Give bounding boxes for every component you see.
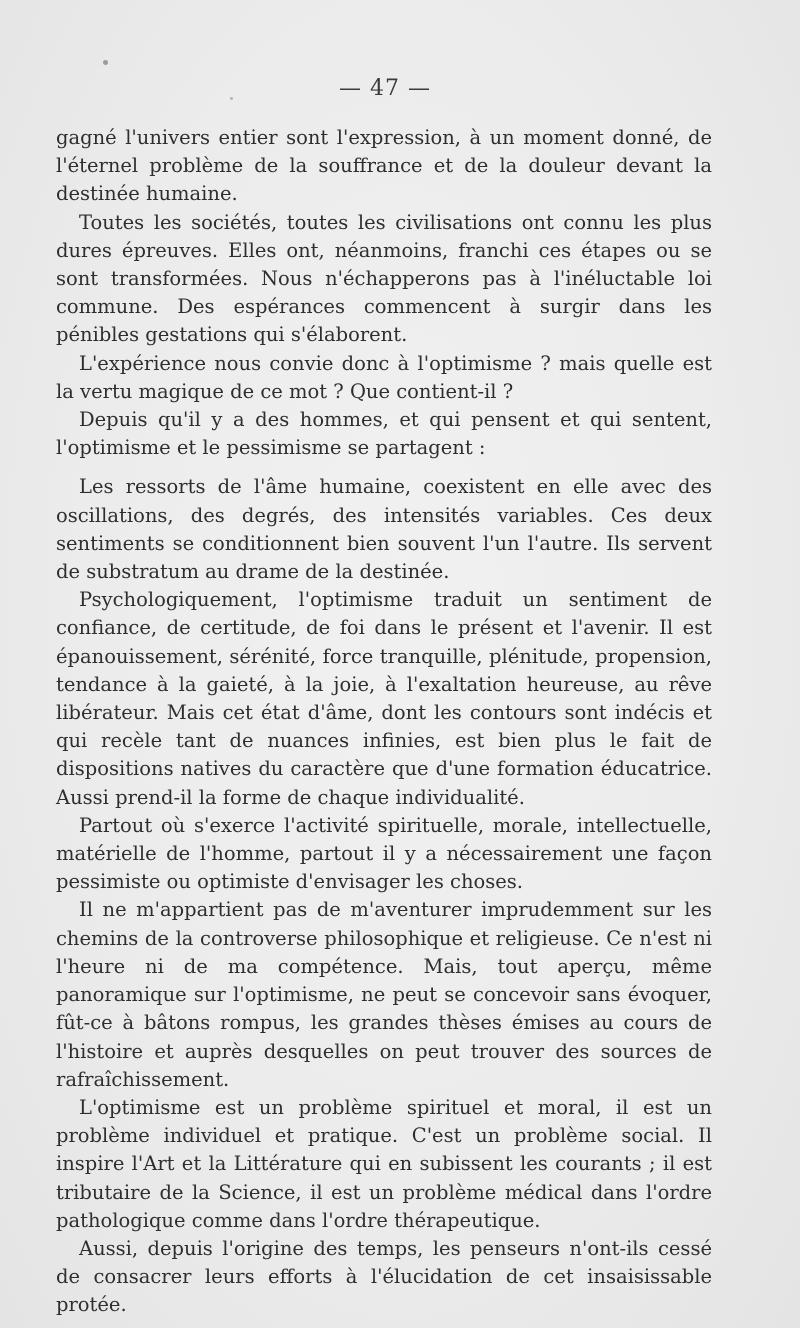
- paragraph: Aussi, depuis l'origine des temps, les penseurs n'ont-ils cessé de consacrer leurs efforts à l'élucidation de cet insaisissable protée.: [56, 1236, 712, 1317]
- paragraph: Psychologiquement, l'optimisme traduit un sentiment de confiance, de certitude, de foi dans le présent et l'avenir. Il est épanouissement, sérénité, force tranquille, plénitude, propension, tendance à la gaieté, à la joie, à l'exaltation heureuse, au rêve libérateur. Mais cet état d'âme, dont les contours sont indécis et qui recèle tant de nuances infinies, est bien plus le fait de dispositions natives du caractère que d'une formation éducatrice. Aussi prend-il la forme de chaque individualité.: [56, 588, 712, 809]
- page-text: [56, 124, 712, 1320]
- paragraph: Les ressorts de l'âme humaine, coexistent en elle avec des oscillations, des degrés, des intensités variables. Ces deux sentiments se conditionnent bien souvent l'un l'autre. Ils servent de substratum au drame de la destinée.: [56, 475, 712, 584]
- paragraph: Toutes les sociétés, toutes les civilisations ont connu les plus dures épreuves. Elles ont, néanmoins, franchi ces étapes ou se sont transformées. Nous n'échapperons pas à l'inéluctable loi commune. Des espérances commencent à surgir dans les pénibles gestations qui s'élaborent.: [56, 210, 712, 347]
- paragraph: L'optimisme est un problème spirituel et moral, il est un problème individuel et pratique. C'est un problème social. Il inspire l'Art et la Littérature qui en subissent les courants ; il est tributaire de la Science, il est un problème médical dans l'ordre pathologique comme dans l'ordre thérapeutique.: [56, 1095, 712, 1232]
- paper-speck: [103, 60, 108, 65]
- page-number: — 47 —: [339, 76, 431, 101]
- paragraph: L'expérience nous convie donc à l'optimisme ? mais quelle est la vertu magique de ce mot ? Que contient-il ?: [56, 351, 712, 403]
- paragraph: Il ne m'appartient pas de m'aventurer imprudemment sur les chemins de la controverse philosophique et religieuse. Ce n'est ni l'heure ni de ma compétence. Mais, tout aperçu, même panoramique sur l'optimisme, ne peut se concevoir sans évoquer, fût-ce à bâtons rompus, les grandes thèses émises au cours de l'histoire et auprès desquelles on peut trouver des sources de rafraîchissement.: [56, 898, 712, 1091]
- paragraph: Depuis qu'il y a des hommes, et qui pensent et qui sentent, l'optimisme et le pessimisme se partagent :: [56, 408, 712, 460]
- paragraph-continuation: gagné l'univers entier sont l'expression, à un moment donné, de l'éternel problème de la souffrance et de la douleur devant la destinée humaine.: [56, 126, 712, 206]
- paragraph: Partout où s'exerce l'activité spirituelle, morale, intellectuelle, matérielle de l'homme, partout il y a nécessairement une façon pessimiste ou optimiste d'envisager les choses.: [56, 813, 712, 894]
